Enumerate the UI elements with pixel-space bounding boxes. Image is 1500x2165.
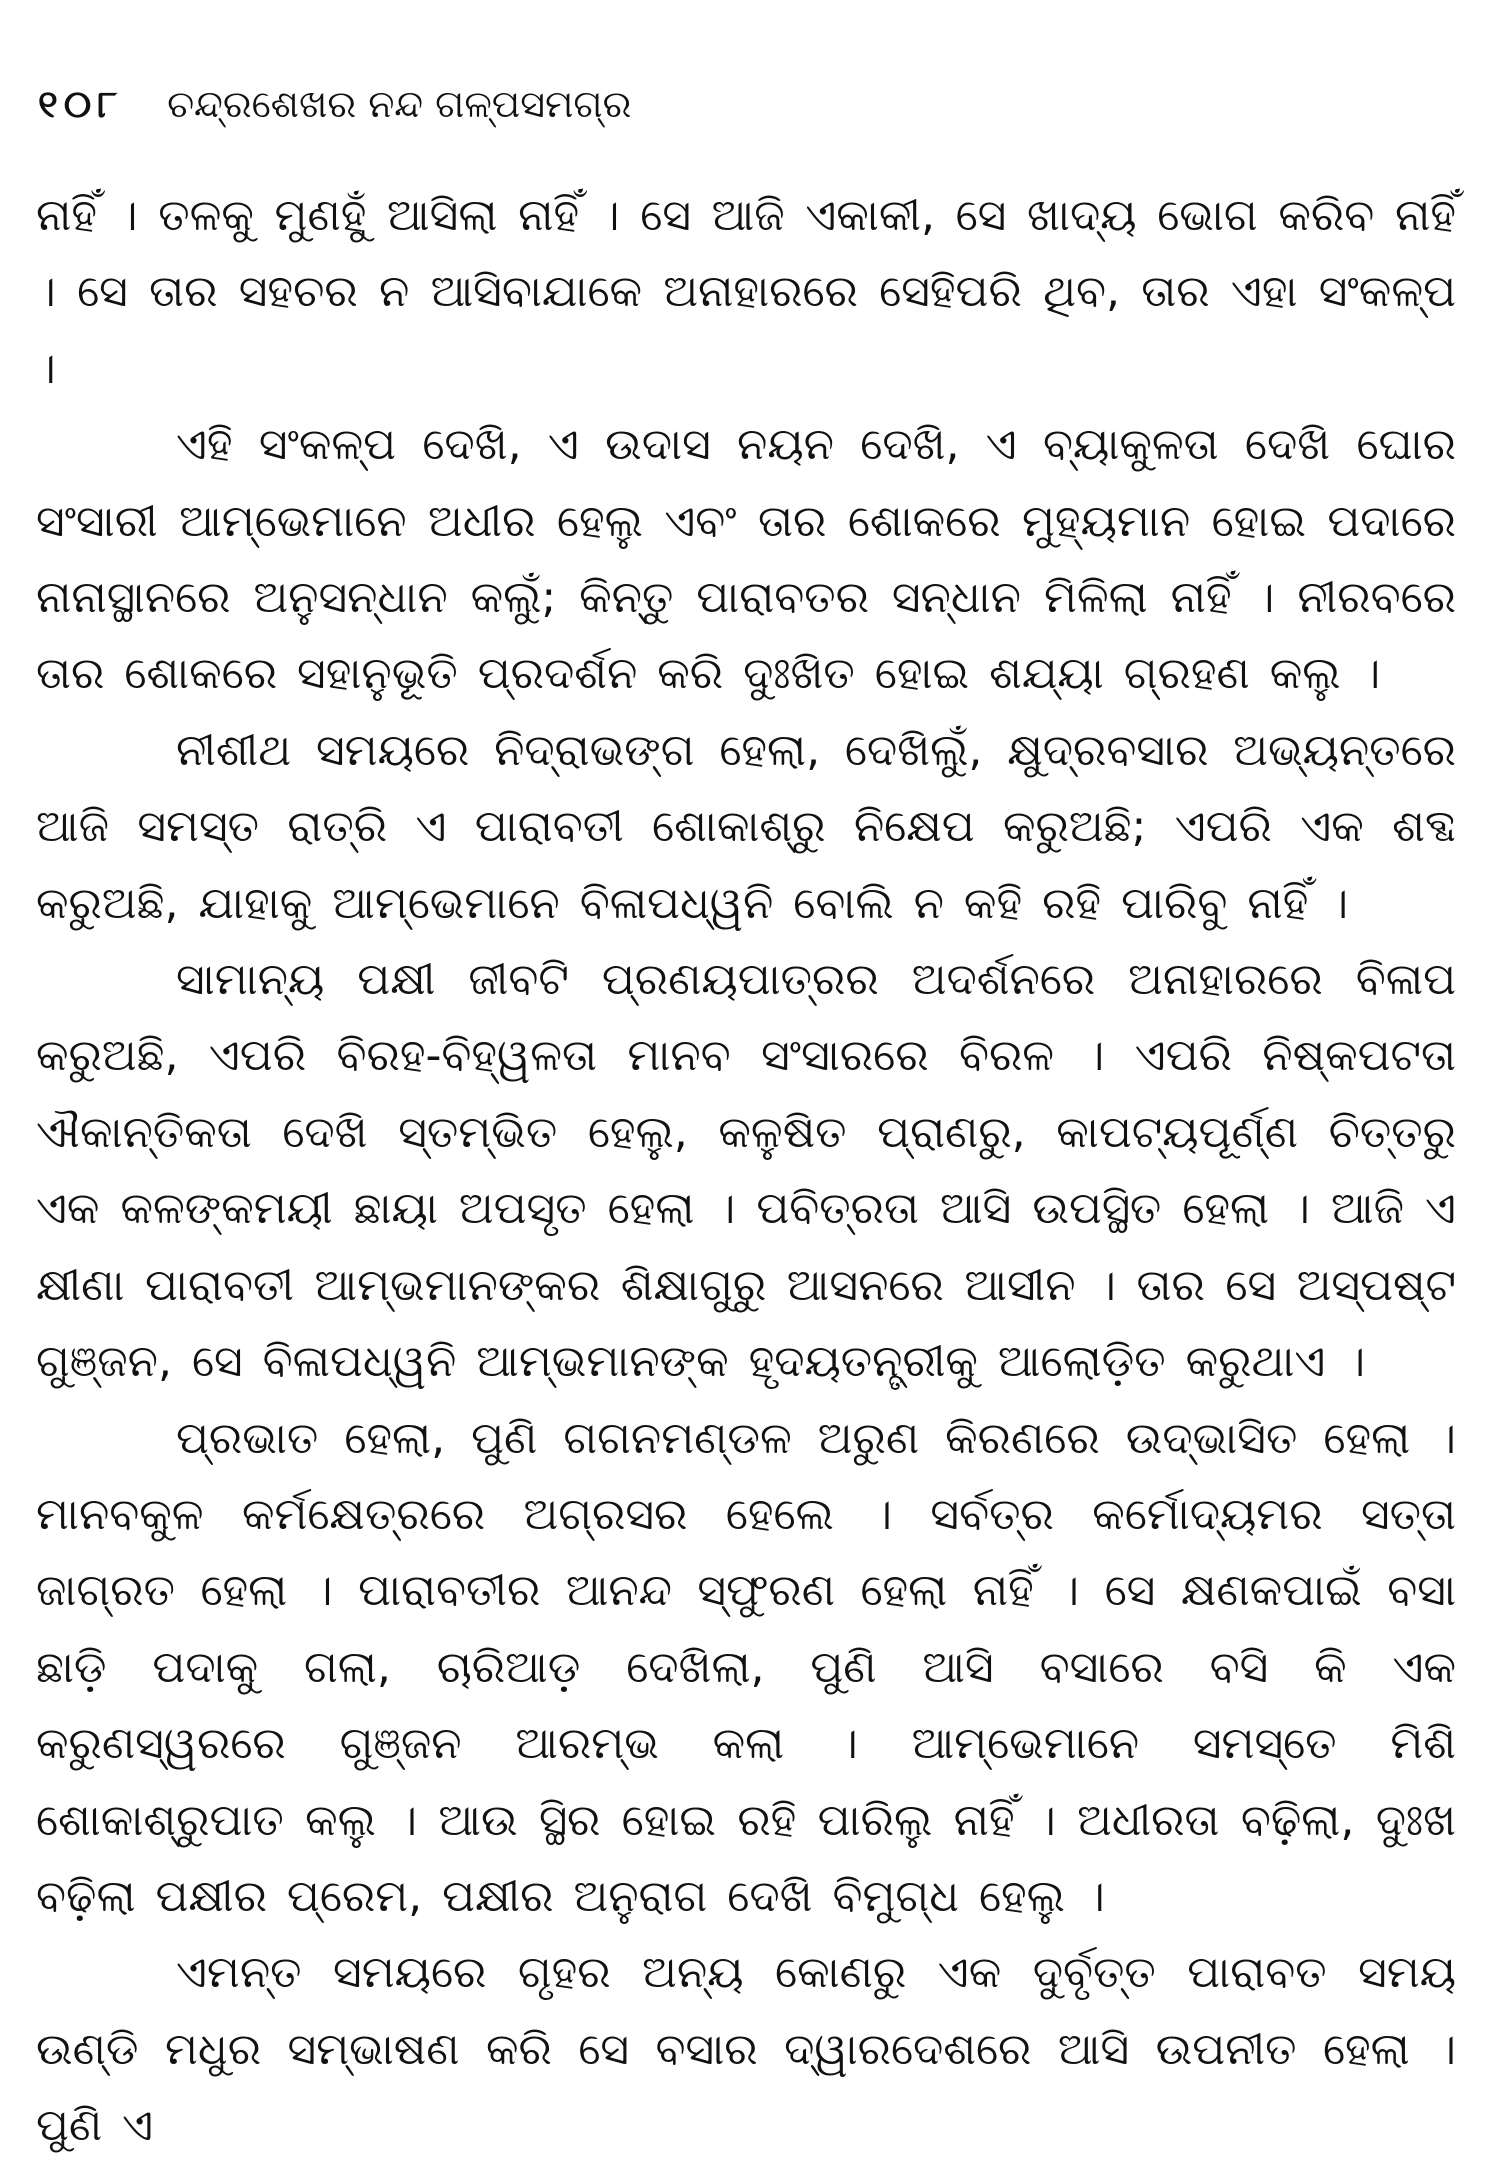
body-text (36, 178, 1456, 2165)
paragraph-5: ପ୍ରଭାତ ହେଲା, ପୁଣି ଗଗନମଣ୍ଡଳ ଅରୁଣ କିରଣରେ ଉଦ୍ଭାସିତ ହେଲା । ମାନବକୁଳ କର୍ମକ୍ଷେତ୍ରରେ ଅଗ୍ରସର ହେଲେ । ସର୍ବତ୍ର କର୍ମୋଦ୍ୟମର ସତ୍ତା ଜାଗ୍ରତ ହେଲା । ପାରାବତୀର ଆନନ୍ଦ ସ୍ଫୁରଣ ହେଲା ନାହିଁ । ସେ କ୍ଷଣକପାଇଁ ବସା ଛାଡ଼ି ପଦାକୁ ଗଲା, ଚାରିଆଡ଼ ଦେଖିଲା, ପୁଣି ଆସି ବସାରେ ବସି କି ଏକ କରୁଣସ୍ୱରରେ ଗୁଞ୍ଜନ ଆରମ୍ଭ କଲା । ଆମ୍ଭେମାନେ ସମସ୍ତେ ମିଶି ଶୋକାଶ୍ରୁପାତ କଲୁ । ଆଉ ସ୍ଥିର ହୋଇ ରହି ପାରିଲୁ ନାହିଁ । ଅଧୀରତା ବଢ଼ିଲା, ଦୁଃଖ ବଢ଼ିଲା ପକ୍ଷୀର ପ୍ରେମ, ପକ୍ଷୀର ଅନୁରାଗ ଦେଖି ବିମୁଗ୍ଧ ହେଲୁ । (36, 1412, 1456, 1922)
page-number: ୧୦୮ (38, 82, 124, 126)
paragraph-6: ଏମନ୍ତ ସମୟରେ ଗୃହର ଅନ୍ୟ କୋଣରୁ ଏକ ଦୁର୍ବୃତ୍ତ ପାରାବତ ସମୟ ଉଣ୍ଡି ମଧୁର ସମ୍ଭାଷଣ କରି ସେ ବସାର ଦ୍ୱାରଦେଶରେ ଆସି ଉପନୀତ ହେଲା । ପୁଣି ଏ (36, 1947, 1456, 2152)
paragraph-1: ନାହିଁ । ତଳକୁ ମୁଣହୁଁ ଆସିଲା ନାହିଁ । ସେ ଆଜି ଏକାକୀ, ସେ ଖାଦ୍ୟ ଭୋଗ କରିବ ନାହିଁ । ସେ ତାର ସହଚର ନ ଆସିବାଯାକେ ଅନାହାରରେ ସେହିପରି ଥିବ, ତାର ଏହା ସଂକଳ୍ପ । (36, 190, 1456, 394)
paragraph-2: ଏହି ସଂକଳ୍ପ ଦେଖି, ଏ ଉଦାସ ନୟନ ଦେଖି, ଏ ବ୍ୟାକୁଳତା ଦେଖି ଘୋର ସଂସାରୀ ଆମ୍ଭେମାନେ ଅଧୀର ହେଲୁ ଏବଂ ତାର ଶୋକରେ ମୁହ୍ୟମାନ ହୋଇ ପଦାରେ ନାନାସ୍ଥାନରେ ଅନୁସନ୍ଧାନ କଲୁଁ; କିନ୍ତୁ ପାରାବତର ସନ୍ଧାନ ମିଳିଲା ନାହିଁ । ନୀରବରେ ତାର ଶୋକରେ ସହାନୁଭୂତି ପ୍ରଦର୍ଶନ କରି ଦୁଃଖିତ ହୋଇ ଶଯ୍ୟା ଗ୍ରହଣ କଲୁ । (36, 419, 1456, 700)
paragraph-4: ସାମାନ୍ୟ ପକ୍ଷୀ ଜୀବଟି ପ୍ରଣୟପାତ୍ରର ଅଦର୍ଶନରେ ଅନାହାରରେ ବିଳାପ କରୁଅଛି, ଏପରି ବିରହ-ବିହ୍ୱଳତା ମାନବ ସଂସାରରେ ବିରଳ । ଏପରି ନିଷ୍କପଟତା ଐକାନ୍ତିକତା ଦେଖି ସ୍ତମ୍ଭିତ ହେଲୁ, କଳୁଷିତ ପ୍ରାଣରୁ, କାପଟ୍ୟପୂର୍ଣ୍ଣ ଚିତ୍ତରୁ ଏକ କଳଙ୍କମୟୀ ଛାୟା ଅପସୃତ ହେଲା । ପବିତ୍ରତା ଆସି ଉପସ୍ଥିତ ହେଲା । ଆଜି ଏ କ୍ଷୀଣା ପାରାବତୀ ଆମ୍ଭମାନଙ୍କର ଶିକ୍ଷାଗୁରୁ ଆସନରେ ଆସୀନ । ତାର ସେ ଅସ୍ପଷ୍ଟ ଗୁଞ୍ଜନ, ସେ ବିଳାପଧ୍ୱନି ଆମ୍ଭମାନଙ୍କ ହୃଦୟତନ୍ତ୍ରୀକୁ ଆଲୋଡ଼ିତ କରୁଥାଏ । (36, 954, 1456, 1388)
running-title: ଚନ୍ଦ୍ରଶେଖର ନନ୍ଦ ଗଳ୍ପସମଗ୍ର (167, 82, 632, 126)
paragraph-3: ନୀଶୀଥ ସମୟରେ ନିଦ୍ରାଭଙ୍ଗ ହେଲା, ଦେଖିଲୁଁ, କ୍ଷୁଦ୍ରବସାର ଅଭ୍ୟନ୍ତରେ ଆଜି ସମସ୍ତ ରାତ୍ରି ଏ ପାରାବତୀ ଶୋକାଶ୍ରୁ ନିକ୍ଷେପ କରୁଅଛି; ଏପରି ଏକ ଶବ୍ଦ କରୁଅଛି, ଯାହାକୁ ଆମ୍ଭେମାନେ ବିଳାପଧ୍ୱନି ବୋଲି ନ କହି ରହି ପାରିବୁ ନାହିଁ । (36, 724, 1456, 929)
page-header (38, 74, 1458, 134)
